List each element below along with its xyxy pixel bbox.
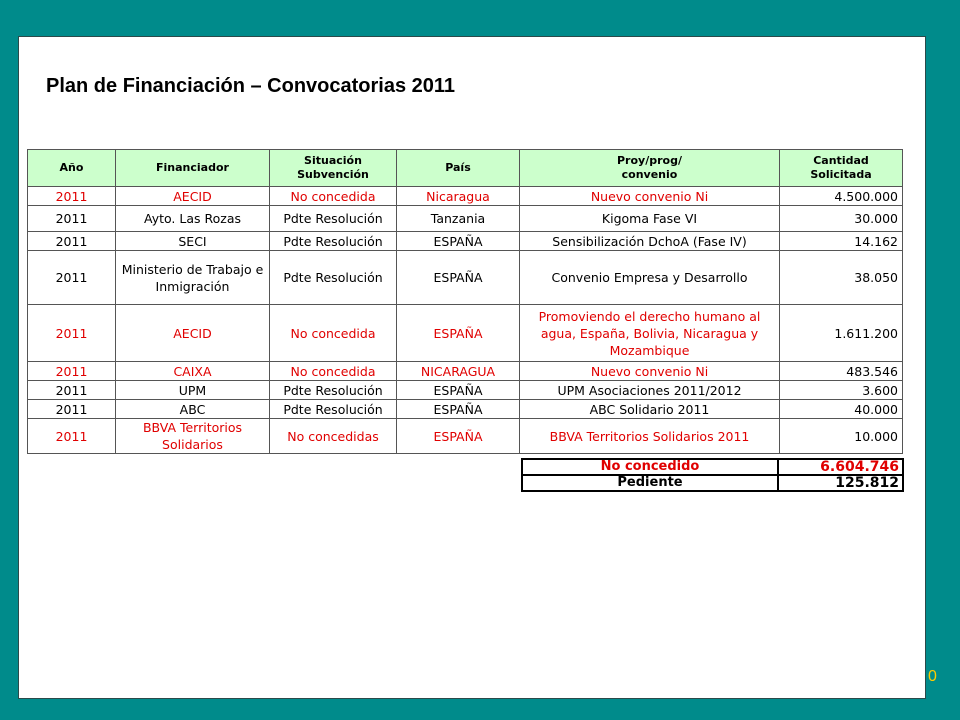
cell-situacion: Pdte Resolución	[270, 400, 397, 419]
cell-cantidad: 10.000	[780, 419, 903, 454]
cell-anio: 2011	[28, 419, 116, 454]
pendiente-value: 125.812	[778, 475, 903, 491]
cell-cantidad: 1.611.200	[780, 305, 903, 362]
summary-row-no-concedido	[522, 459, 903, 475]
cell-pais: ESPAÑA	[397, 400, 520, 419]
cell-pais: ESPAÑA	[397, 419, 520, 454]
cell-anio: 2011	[28, 400, 116, 419]
cell-pais: NICARAGUA	[397, 362, 520, 381]
cell-proyecto: Kigoma Fase VI	[520, 206, 780, 232]
cell-financiador: BBVA Territorios Solidarios	[116, 419, 270, 454]
page-number: 0	[928, 668, 937, 685]
cell-proyecto: Sensibilización DchoA (Fase IV)	[520, 232, 780, 251]
cell-proyecto: BBVA Territorios Solidarios 2011	[520, 419, 780, 454]
cell-cantidad: 38.050	[780, 251, 903, 305]
cell-proyecto: Nuevo convenio Ni	[520, 362, 780, 381]
no-concedido-value: 6.604.746	[778, 459, 903, 475]
cell-proyecto: Promoviendo el derecho humano al agua, España, Bolivia, Nicaragua y Mozambique	[520, 305, 780, 362]
pendiente-label: Pediente	[522, 475, 778, 491]
cell-pais: Nicaragua	[397, 187, 520, 206]
cell-cantidad: 14.162	[780, 232, 903, 251]
col-header-anio: Año	[28, 150, 116, 187]
summary-table	[521, 458, 904, 492]
cell-financiador: AECID	[116, 187, 270, 206]
table-row	[28, 381, 903, 400]
cell-situacion: No concedida	[270, 187, 397, 206]
financing-table	[27, 149, 903, 454]
cell-anio: 2011	[28, 362, 116, 381]
cell-financiador: Ministerio de Trabajo e Inmigración	[116, 251, 270, 305]
table-row	[28, 187, 903, 206]
cell-anio: 2011	[28, 305, 116, 362]
cell-financiador: SECI	[116, 232, 270, 251]
cell-cantidad: 40.000	[780, 400, 903, 419]
cell-financiador: ABC	[116, 400, 270, 419]
table-row	[28, 362, 903, 381]
cell-cantidad: 3.600	[780, 381, 903, 400]
cell-cantidad: 30.000	[780, 206, 903, 232]
table-row	[28, 305, 903, 362]
slide	[18, 36, 926, 699]
table-row	[28, 206, 903, 232]
col-header-pais: País	[397, 150, 520, 187]
cell-anio: 2011	[28, 381, 116, 400]
no-concedido-label: No concedido	[522, 459, 778, 475]
col-header-financiador: Financiador	[116, 150, 270, 187]
cell-situacion: Pdte Resolución	[270, 251, 397, 305]
col-header-cantidad: Cantidad Solicitada	[780, 150, 903, 187]
cell-financiador: CAIXA	[116, 362, 270, 381]
cell-financiador: AECID	[116, 305, 270, 362]
cell-anio: 2011	[28, 232, 116, 251]
cell-proyecto: UPM Asociaciones 2011/2012	[520, 381, 780, 400]
col-header-situacion: Situación Subvención	[270, 150, 397, 187]
cell-pais: Tanzania	[397, 206, 520, 232]
table-row	[28, 400, 903, 419]
table-row	[28, 232, 903, 251]
cell-proyecto: Nuevo convenio Ni	[520, 187, 780, 206]
cell-situacion: Pdte Resolución	[270, 381, 397, 400]
cell-situacion: No concedida	[270, 362, 397, 381]
cell-cantidad: 4.500.000	[780, 187, 903, 206]
cell-situacion: Pdte Resolución	[270, 206, 397, 232]
col-header-proyecto: Proy/prog/ convenio	[520, 150, 780, 187]
cell-pais: ESPAÑA	[397, 232, 520, 251]
cell-anio: 2011	[28, 206, 116, 232]
table-body	[28, 187, 903, 454]
cell-situacion: No concedida	[270, 305, 397, 362]
cell-pais: ESPAÑA	[397, 381, 520, 400]
page-title: Plan de Financiación – Convocatorias 2011	[46, 75, 456, 97]
table-row	[28, 419, 903, 454]
table-row	[28, 251, 903, 305]
cell-pais: ESPAÑA	[397, 305, 520, 362]
cell-situacion: Pdte Resolución	[270, 232, 397, 251]
cell-financiador: Ayto. Las Rozas	[116, 206, 270, 232]
cell-pais: ESPAÑA	[397, 251, 520, 305]
table-header-row	[28, 150, 903, 187]
cell-proyecto: ABC Solidario 2011	[520, 400, 780, 419]
cell-financiador: UPM	[116, 381, 270, 400]
cell-cantidad: 483.546	[780, 362, 903, 381]
cell-anio: 2011	[28, 251, 116, 305]
summary-row-pendiente	[522, 475, 903, 491]
cell-anio: 2011	[28, 187, 116, 206]
cell-situacion: No concedidas	[270, 419, 397, 454]
cell-proyecto: Convenio Empresa y Desarrollo	[520, 251, 780, 305]
